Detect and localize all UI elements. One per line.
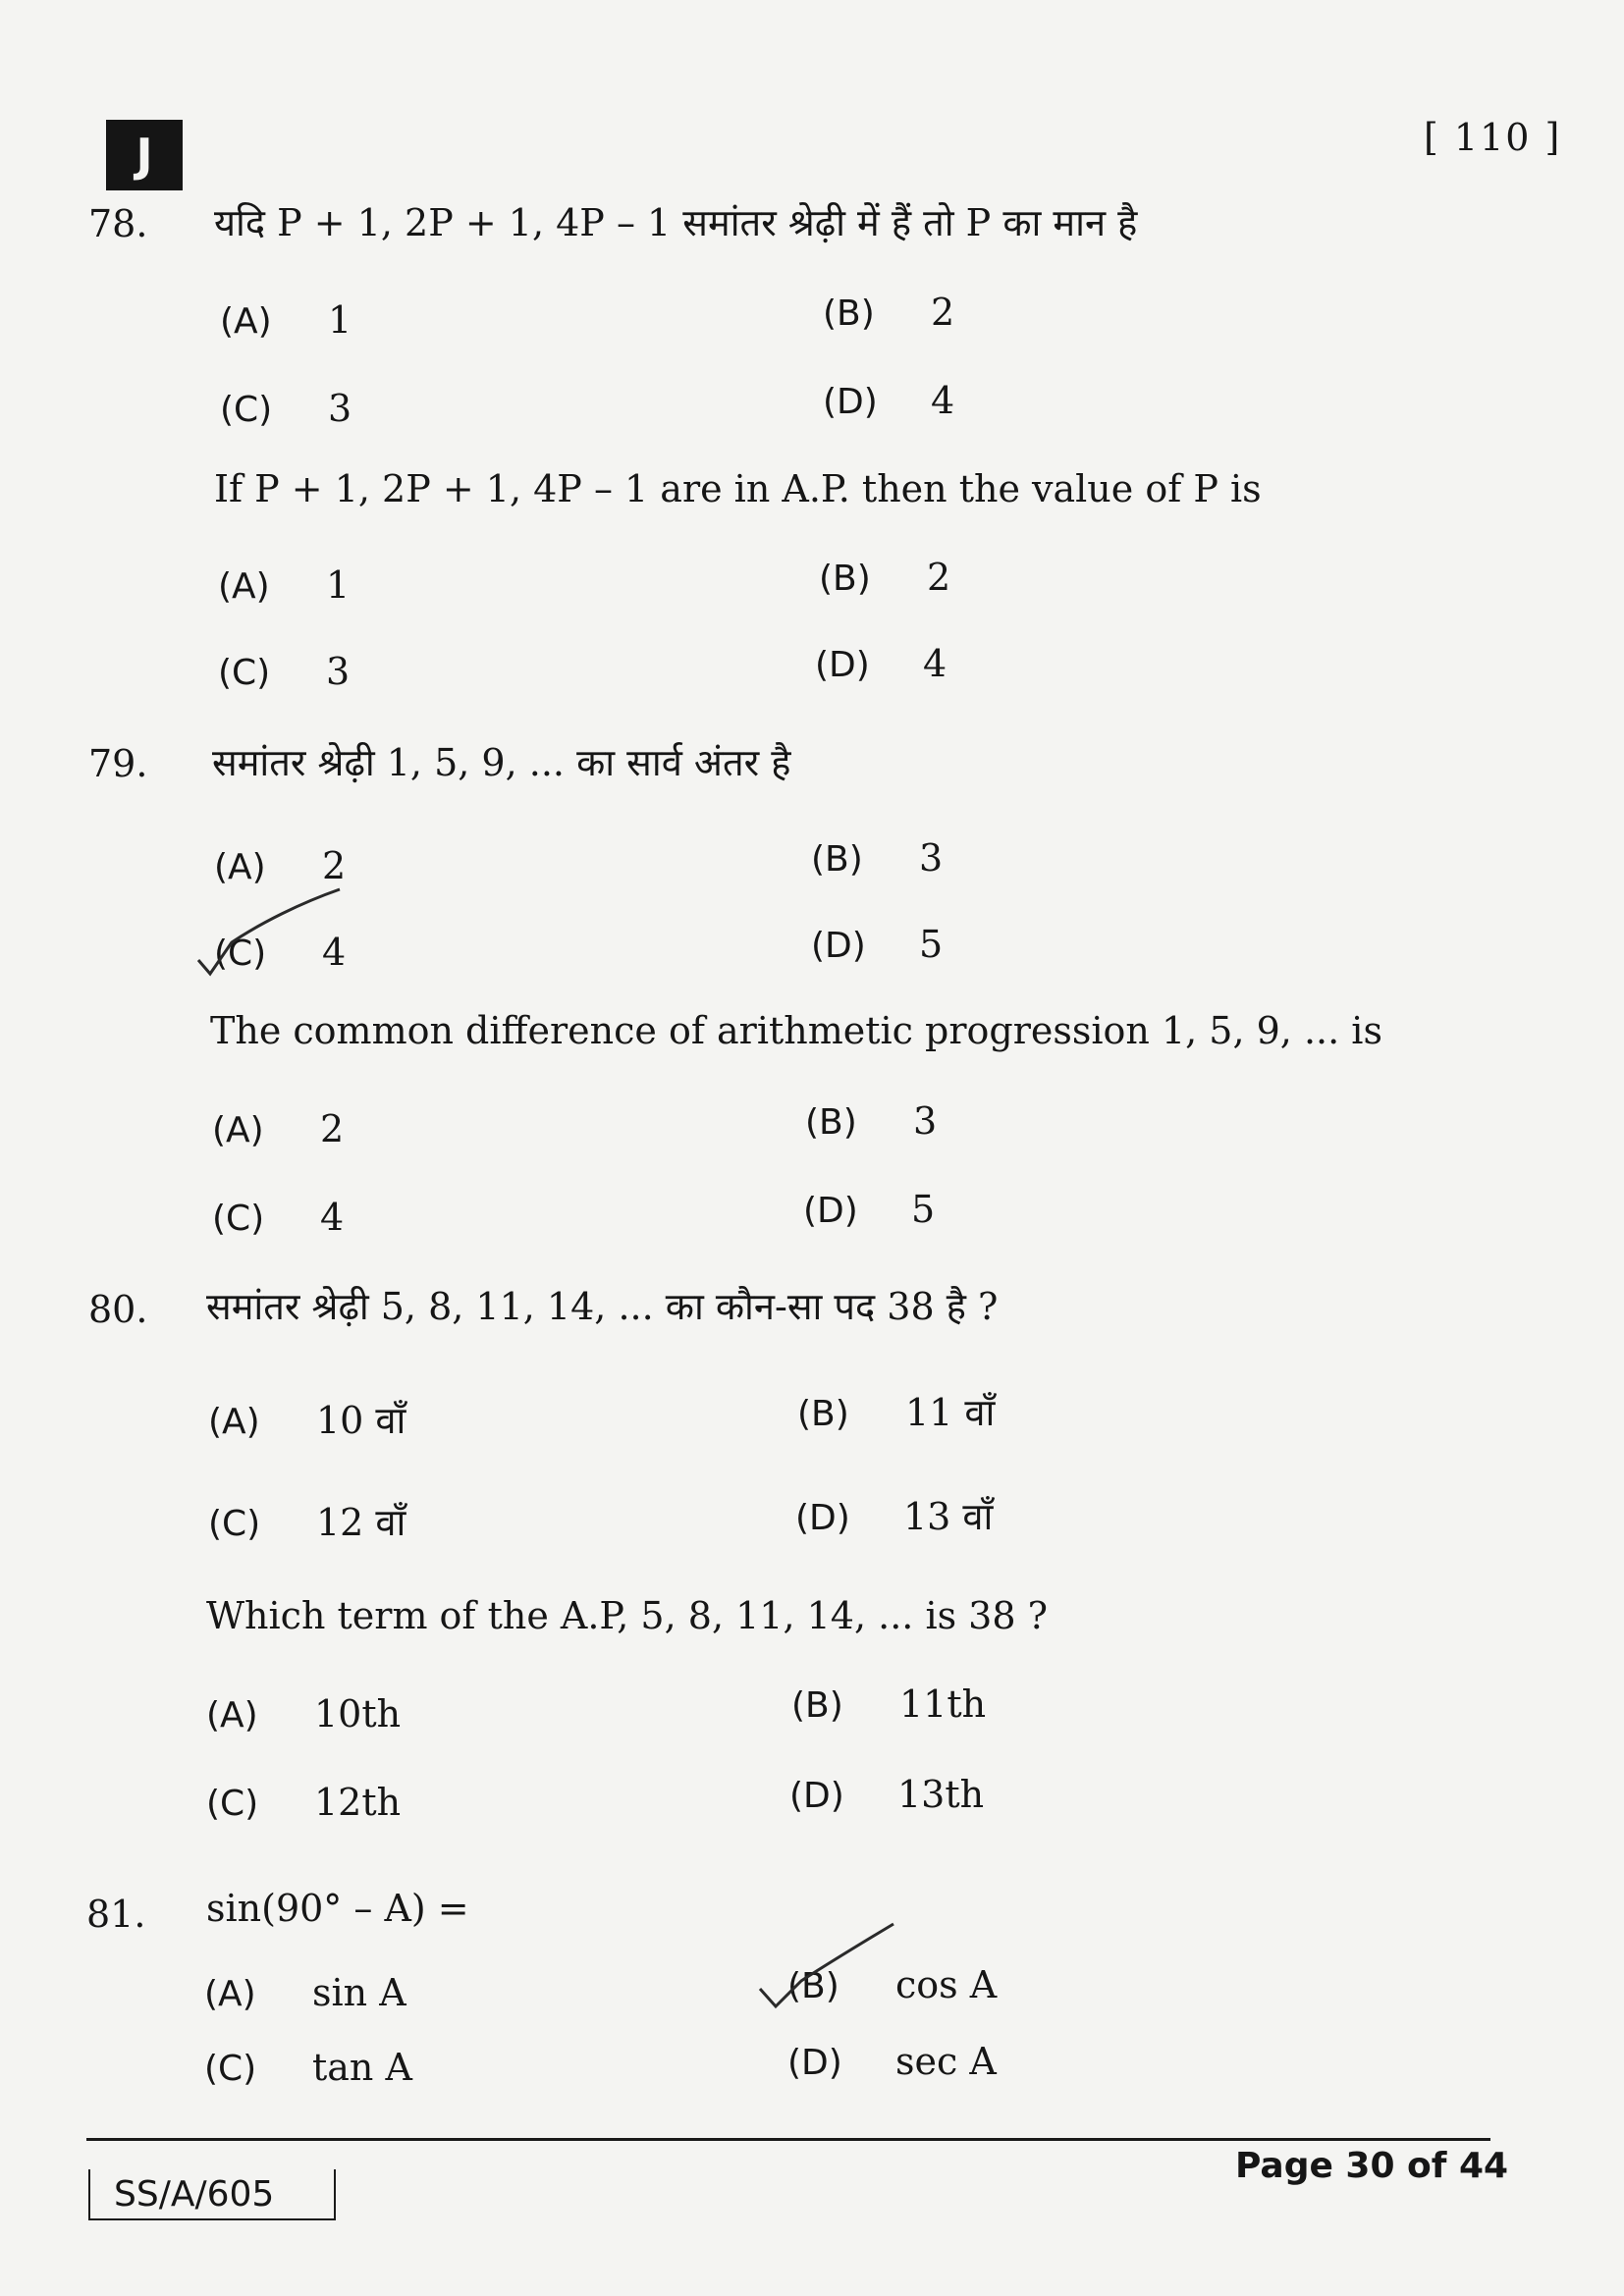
option-c: (C) 12 वाँ	[208, 1501, 406, 1544]
option-c: (C) 4	[212, 1196, 345, 1239]
question-text-english: Which term of the A.P, 5, 8, 11, 14, ... is 38 ?	[206, 1594, 1048, 1637]
series-badge: J	[106, 120, 183, 190]
question-number: 79.	[88, 742, 148, 785]
question-text-hindi: समांतर श्रेढ़ी 5, 8, 11, 14, ... का कौन-सा पद 38 है ?	[206, 1285, 999, 1328]
question-number: 80.	[88, 1288, 148, 1331]
paper-code: SS/A/605	[88, 2169, 336, 2220]
option-a: (A) 10 वाँ	[208, 1399, 406, 1442]
footer-divider	[86, 2138, 1490, 2141]
option-c: (C) 3	[218, 650, 351, 693]
option-d: (D) 5	[811, 923, 944, 966]
option-d: (D) 5	[803, 1188, 936, 1231]
option-a: (A) 2	[212, 1107, 345, 1150]
option-b: (B) 3	[811, 836, 944, 880]
pen-tick-mark-icon	[192, 883, 350, 982]
option-a: (A) 1	[220, 298, 352, 342]
question-text-english: If P + 1, 2P + 1, 4P – 1 are in A.P. then the value of P is	[214, 467, 1262, 510]
option-b: (B) 3	[805, 1099, 938, 1143]
option-b: (B) 2	[823, 291, 955, 334]
option-b: (B) 2	[819, 556, 951, 599]
option-d: (D) sec A	[787, 2040, 997, 2083]
option-a: (A) 10th	[206, 1692, 402, 1735]
question-text: sin(90° – A) =	[206, 1887, 469, 1930]
option-c: (C) tan A	[204, 2046, 412, 2089]
option-c: (C) 12th	[206, 1781, 402, 1824]
question-number: 78.	[88, 202, 148, 245]
question-text-hindi: यदि P + 1, 2P + 1, 4P – 1 समांतर श्रेढ़ी में हैं तो P का मान है	[214, 201, 1138, 244]
option-b: (B) 11 वाँ	[797, 1391, 996, 1434]
option-b: (B) cos A	[787, 1963, 998, 2006]
page-number: Page 30 of 44	[1235, 2146, 1509, 2186]
option-a: (A) sin A	[204, 1971, 406, 2014]
question-text-english: The common difference of arithmetic progression 1, 5, 9, ... is	[210, 1009, 1382, 1052]
question-number: 81.	[86, 1893, 146, 1936]
option-d: (D) 13th	[789, 1773, 985, 1816]
option-d: (D) 13 वाँ	[795, 1495, 994, 1538]
option-a: (A) 2	[214, 844, 347, 887]
option-d: (D) 4	[815, 642, 947, 685]
option-b: (B) 11th	[791, 1682, 987, 1726]
option-a: (A) 1	[218, 563, 351, 607]
option-d: (D) 4	[823, 379, 955, 422]
pen-tick-mark-icon	[756, 1920, 903, 2018]
question-text-hindi: समांतर श्रेढ़ी 1, 5, 9, ... का सार्व अंतर है	[212, 741, 791, 784]
option-c: (C) 4	[214, 931, 347, 974]
option-c: (C) 3	[220, 387, 352, 430]
page-code: [ 110 ]	[1424, 116, 1562, 159]
